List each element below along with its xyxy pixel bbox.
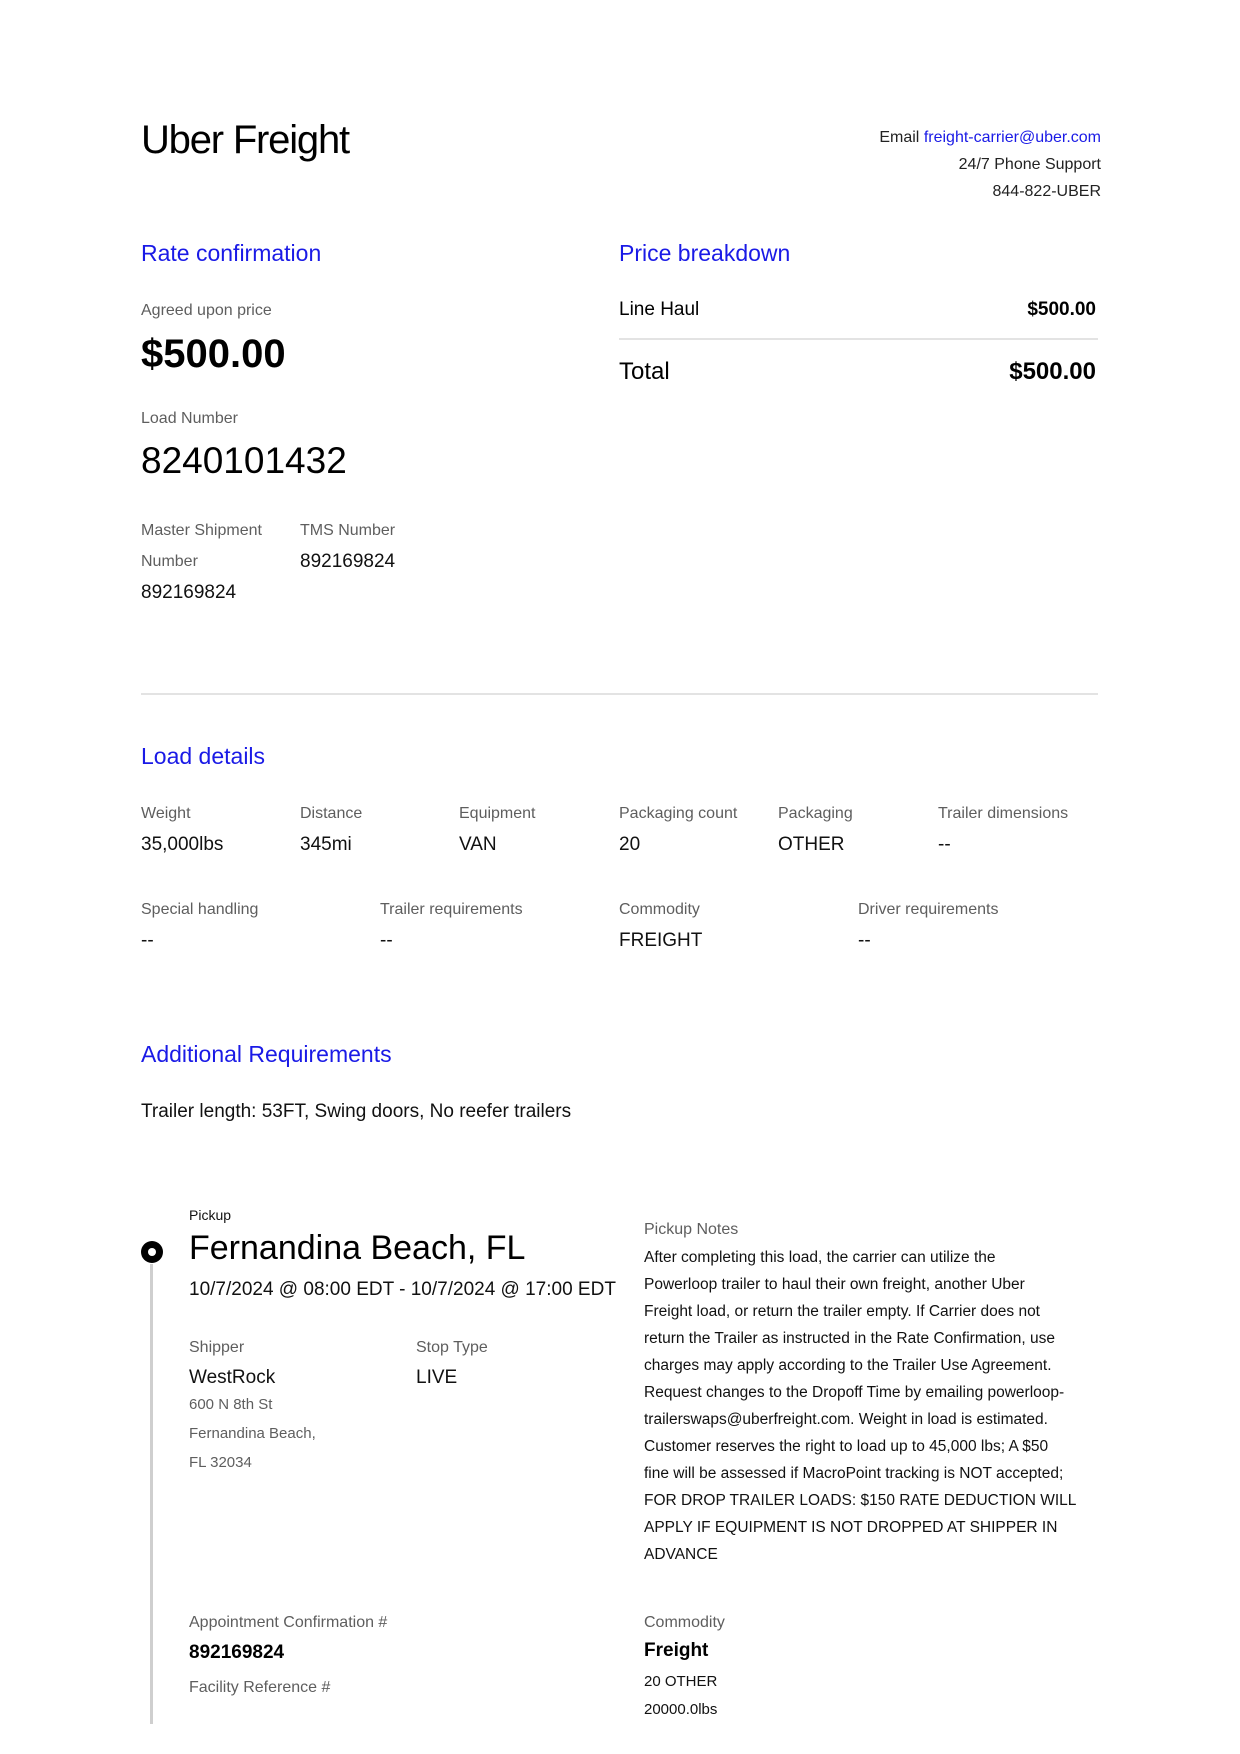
pickup-commodity-name: Freight bbox=[644, 1640, 709, 1661]
notes-line: FOR DROP TRAILER LOADS: $150 RATE DEDUCTION WILL bbox=[644, 1492, 1077, 1509]
stop-marker-icon bbox=[141, 1241, 163, 1263]
brand-logo: Uber Freight bbox=[141, 118, 349, 162]
notes-line: ADVANCE bbox=[644, 1546, 718, 1563]
additional-requirements-text: Trailer length: 53FT, Swing doors, No reefer trailers bbox=[141, 1101, 572, 1122]
rate-confirmation-title: Rate confirmation bbox=[141, 240, 322, 266]
agreed-price-label: Agreed upon price bbox=[141, 302, 272, 319]
pickup-window: 10/7/2024 @ 08:00 EDT - 10/7/2024 @ 17:00 EDT bbox=[189, 1279, 616, 1300]
trailer-dimensions-label: Trailer dimensions bbox=[938, 805, 1069, 822]
equipment-value: VAN bbox=[459, 834, 497, 855]
agreed-price-value: $500.00 bbox=[141, 332, 286, 376]
shipper-address-line-2: Fernandina Beach, bbox=[189, 1425, 316, 1442]
pickup-notes-text bbox=[644, 1244, 1104, 1568]
pickup-commodity-weight: 20000.0lbs bbox=[644, 1701, 718, 1718]
pickup-city: Fernandina Beach, FL bbox=[189, 1229, 526, 1267]
facility-reference-label: Facility Reference # bbox=[189, 1679, 331, 1696]
pickup-commodity-label: Commodity bbox=[644, 1614, 725, 1631]
packaging-label: Packaging bbox=[778, 805, 853, 822]
notes-line: fine will be assessed if MacroPoint tracking is NOT accepted; bbox=[644, 1465, 1064, 1482]
master-shipment-label-2: Number bbox=[141, 553, 198, 570]
line-haul-value: $500.00 bbox=[1027, 299, 1096, 320]
packaging-value: OTHER bbox=[778, 834, 845, 855]
notes-line: return the Trailer as instructed in the Rate Confirmation, use bbox=[644, 1330, 1055, 1347]
tms-number-value: 892169824 bbox=[300, 551, 396, 572]
pickup-commodity-qty: 20 OTHER bbox=[644, 1673, 718, 1690]
email-label: Email bbox=[879, 129, 920, 146]
appointment-confirmation-value: 892169824 bbox=[189, 1642, 285, 1663]
phone-support-label: 24/7 Phone Support bbox=[958, 156, 1101, 173]
line-haul-label: Line Haul bbox=[619, 299, 700, 320]
packaging-count-label: Packaging count bbox=[619, 805, 738, 822]
master-shipment-label: Master Shipment bbox=[141, 522, 262, 539]
commodity-value: FREIGHT bbox=[619, 930, 703, 951]
email-link[interactable]: freight-carrier@uber.com bbox=[923, 129, 1101, 146]
weight-label: Weight bbox=[141, 805, 191, 822]
notes-line: Customer reserves the right to load up to 45,000 lbs; A $50 bbox=[644, 1438, 1049, 1455]
distance-value: 345mi bbox=[300, 834, 352, 855]
driver-requirements-value: -- bbox=[858, 930, 871, 951]
special-handling-value: -- bbox=[141, 930, 154, 951]
equipment-label: Equipment bbox=[459, 805, 536, 822]
notes-line: Freight load, or return the trailer empty. If Carrier does not bbox=[644, 1303, 1040, 1320]
shipper-label: Shipper bbox=[189, 1339, 245, 1356]
additional-requirements-title: Additional Requirements bbox=[141, 1041, 392, 1067]
commodity-label: Commodity bbox=[619, 901, 700, 918]
special-handling-label: Special handling bbox=[141, 901, 259, 918]
trailer-requirements-value: -- bbox=[380, 930, 393, 951]
contact-email-line bbox=[701, 129, 1101, 147]
weight-value: 35,000lbs bbox=[141, 834, 224, 855]
packaging-count-value: 20 bbox=[619, 834, 641, 855]
driver-requirements-label: Driver requirements bbox=[858, 901, 999, 918]
price-divider bbox=[619, 338, 1098, 340]
tms-number-label: TMS Number bbox=[300, 522, 396, 539]
notes-line: Powerloop trailer to haul their own freight, another Uber bbox=[644, 1276, 1025, 1293]
total-value: $500.00 bbox=[1009, 358, 1096, 385]
shipper-address-line-3: FL 32034 bbox=[189, 1454, 252, 1471]
notes-line: trailerswaps@uberfreight.com. Weight in load is estimated. bbox=[644, 1411, 1048, 1428]
trailer-dimensions-value: -- bbox=[938, 834, 951, 855]
distance-label: Distance bbox=[300, 805, 363, 822]
total-label: Total bbox=[619, 358, 670, 385]
notes-line: charges may apply according to the Trailer Use Agreement. bbox=[644, 1357, 1052, 1374]
stop-type-value: LIVE bbox=[416, 1367, 458, 1388]
price-breakdown-title: Price breakdown bbox=[619, 240, 791, 266]
notes-line: APPLY IF EQUIPMENT IS NOT DROPPED AT SHIPPER IN bbox=[644, 1519, 1058, 1536]
notes-line: After completing this load, the carrier can utilize the bbox=[644, 1249, 996, 1266]
load-number-value: 8240101432 bbox=[141, 440, 347, 481]
section-divider bbox=[141, 693, 1098, 695]
master-shipment-value: 892169824 bbox=[141, 582, 237, 603]
stop-timeline-line bbox=[150, 1264, 153, 1724]
load-number-label: Load Number bbox=[141, 410, 238, 427]
appointment-confirmation-label: Appointment Confirmation # bbox=[189, 1614, 388, 1631]
load-details-title: Load details bbox=[141, 743, 266, 769]
shipper-address-line-1: 600 N 8th St bbox=[189, 1396, 273, 1413]
pickup-notes-label: Pickup Notes bbox=[644, 1221, 739, 1238]
phone-number: 844-822-UBER bbox=[992, 183, 1101, 200]
stop-type-label: Stop Type bbox=[416, 1339, 488, 1356]
notes-line: Request changes to the Dropoff Time by emailing powerloop- bbox=[644, 1384, 1065, 1401]
pickup-label: Pickup bbox=[189, 1207, 232, 1223]
shipper-name: WestRock bbox=[189, 1367, 276, 1388]
trailer-requirements-label: Trailer requirements bbox=[380, 901, 523, 918]
